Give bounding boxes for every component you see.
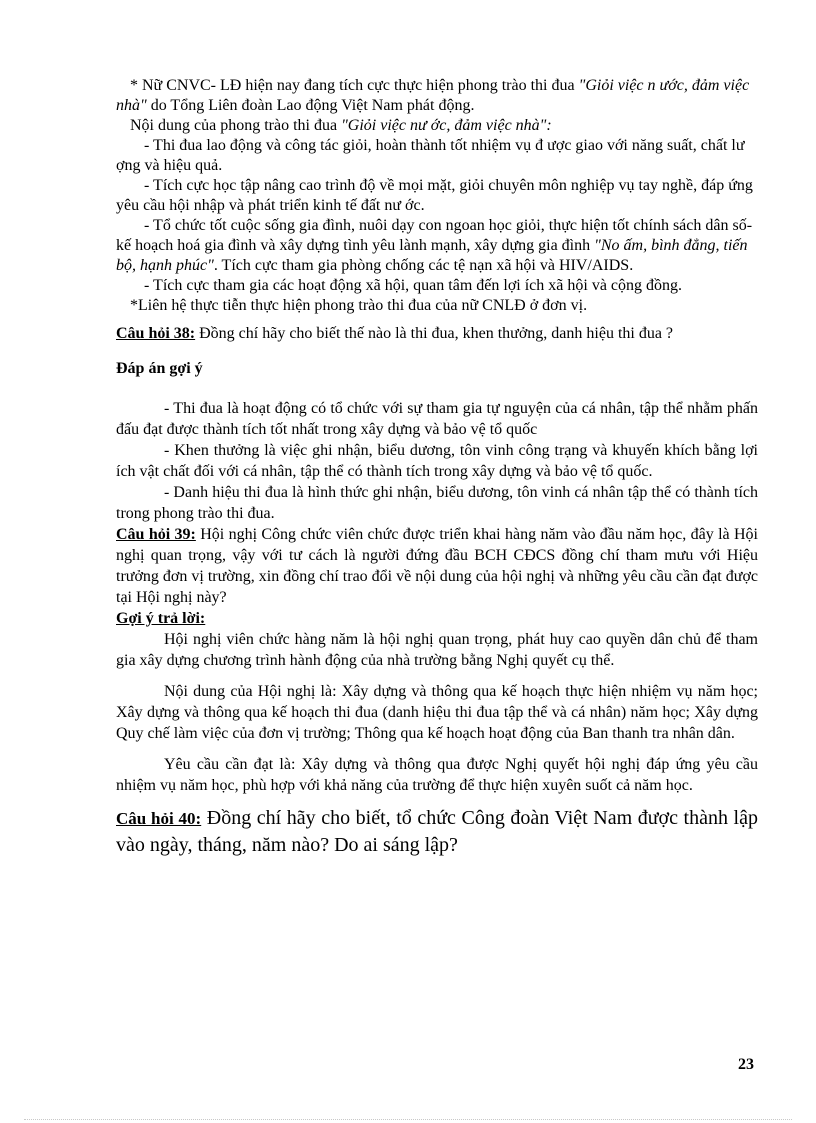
answer-39-paragraph-1: Hội nghị viên chức hàng năm là hội nghị quan trọng, phát huy cao quyền dân chủ để tham gia xây dựng chương trình hành động của nhà trường bằng Nghị quyết cụ thể. (116, 631, 758, 669)
answer-38-label: án gợi ý (148, 360, 203, 377)
campaign-intro-text: * Nữ CNVC- LĐ hiện nay đang tích cực thực hiện phong trào thi đua (130, 77, 579, 94)
answer-38-heading (116, 358, 758, 379)
campaign-item-1: - Thi đua lao động và công tác giỏi, hoàn thành tốt nhiệm vụ đ ược giao với năng suất, chất lư ợng và hiệu quả. (116, 137, 745, 174)
campaign-item-3-text: - Tổ chức tốt cuộc sống gia đình, nuôi dạy con ngoan học giỏi, thực hiện tốt chính sách dân số- kế hoạch hoá gia đình và xây dựng tình yêu lành mạnh, xây dựng gia đình (116, 217, 753, 254)
campaign-item-3-tail: . Tích cực tham gia phòng chống các tệ nạn xã hội và HIV/AIDS. (213, 257, 634, 274)
question-39-section (116, 524, 758, 796)
answer-38-prefix: Đáp (116, 360, 149, 377)
question-38 (116, 326, 758, 342)
answer-39-label: Gợi ý trả lời: (116, 610, 206, 627)
question-40-label: Câu hỏi 40: (116, 809, 202, 828)
question-38-text: Đồng chí hãy cho biết thế nào là thi đua, khen thưởng, danh hiệu thi đua ? (195, 325, 674, 342)
page-number: 23 (738, 1056, 754, 1073)
question-39-label: Câu hỏi 39: (116, 526, 196, 543)
family-motto: "No ấm, bình đẳng, tiến bộ, hạnh phúc" (116, 237, 748, 274)
campaign-name: "Giỏi việc n ước, đảm việc nhà" (116, 77, 750, 114)
answer-39-paragraph-3: Yêu cầu cần đạt là: Xây dựng và thông qua được Nghị quyết hội nghị đáp ứng yêu cầu nhiệm vụ năm học, phù hợp với khả năng của trường để thực hiện xuyên suốt cả năm học. (116, 756, 758, 794)
answer-38-paragraph-2: - Khen thưởng là việc ghi nhận, biểu dương, tôn vinh công trạng và khuyến khích bằng lợi ích vật chất đối với cá nhân, tập thể có thành tích trong xây dựng và bảo vệ tổ quốc. (116, 442, 758, 480)
campaign-intro-paragraph (116, 76, 758, 116)
question-39-text: Hội nghị Công chức viên chức được triển khai hàng năm vào đầu năm học, đây là Hội nghị quan trọng, vậy với tư cách là người đứng đầu BCH CĐCS đồng chí tham mưu với Hiệu trưởng đơn vị trường, xin đồng chí trao đổi về nội dung của hội nghị và những yêu cầu cần đạt được tại Hội nghị này? (116, 526, 759, 606)
campaign-intro-tail: do Tổng Liên đoàn Lao động Việt Nam phát động. (146, 97, 475, 114)
campaign-practice-note: *Liên hệ thực tiễn thực hiện phong trào thi đua của nữ CNLĐ ở đơn vị. (130, 297, 588, 314)
question-39 (116, 524, 758, 608)
answer-39-paragraph-2: Nội dung của Hội nghị là: Xây dựng và thông qua kế hoạch thực hiện nhiệm vụ năm học; Xây dựng và thông qua kế hoạch thi đua (danh hiệu thi đua tập thể và cá nhân) năm học; Xây dựng Quy chế làm việc của đơn vị trường; Thông qua kế hoạch hoạt động của Ban thanh tra nhân dân. (116, 683, 758, 742)
page-content (116, 76, 758, 858)
campaign-name-repeat: "Giỏi việc nư ớc, đảm việc nhà": (341, 117, 552, 134)
question-40 (116, 805, 758, 858)
campaign-item-4: - Tích cực tham gia các hoạt động xã hội, quan tâm đến lợi ích xã hội và cộng đồng. (144, 277, 683, 294)
campaign-item-2: - Tích cực học tập nâng cao trình độ về mọi mặt, giỏi chuyên môn nghiệp vụ tay nghề, đáp ứng yêu cầu hội nhập và phát triển kinh tế đất nư ớc. (116, 177, 753, 214)
campaign-content-text: Nội dung của phong trào thi đua (130, 117, 342, 134)
women-emulation-section (116, 76, 758, 316)
answer-38-section (116, 398, 758, 524)
question-38-label: Câu hỏi 38: (116, 325, 196, 342)
answer-38-paragraph-3: - Danh hiệu thi đua là hình thức ghi nhận, biểu dương, tôn vinh cá nhân tập thể có thành tích trong phong trào thi đua. (116, 484, 758, 522)
question-40-text: Đồng chí hãy cho biết, tổ chức Công đoàn Việt Nam được thành lập vào ngày, tháng, năm nào? Do ai sáng lập? (116, 807, 758, 856)
page-bottom-border (24, 1119, 792, 1120)
answer-38-paragraph-1: - Thi đua là hoạt động có tổ chức với sự tham gia tự nguyện của cá nhân, tập thể nhằm phấn đấu đạt được thành tích tốt nhất trong xây dựng và bảo vệ tổ quốc (116, 400, 758, 438)
campaign-content-heading (116, 116, 758, 136)
campaign-item-3 (116, 216, 758, 276)
